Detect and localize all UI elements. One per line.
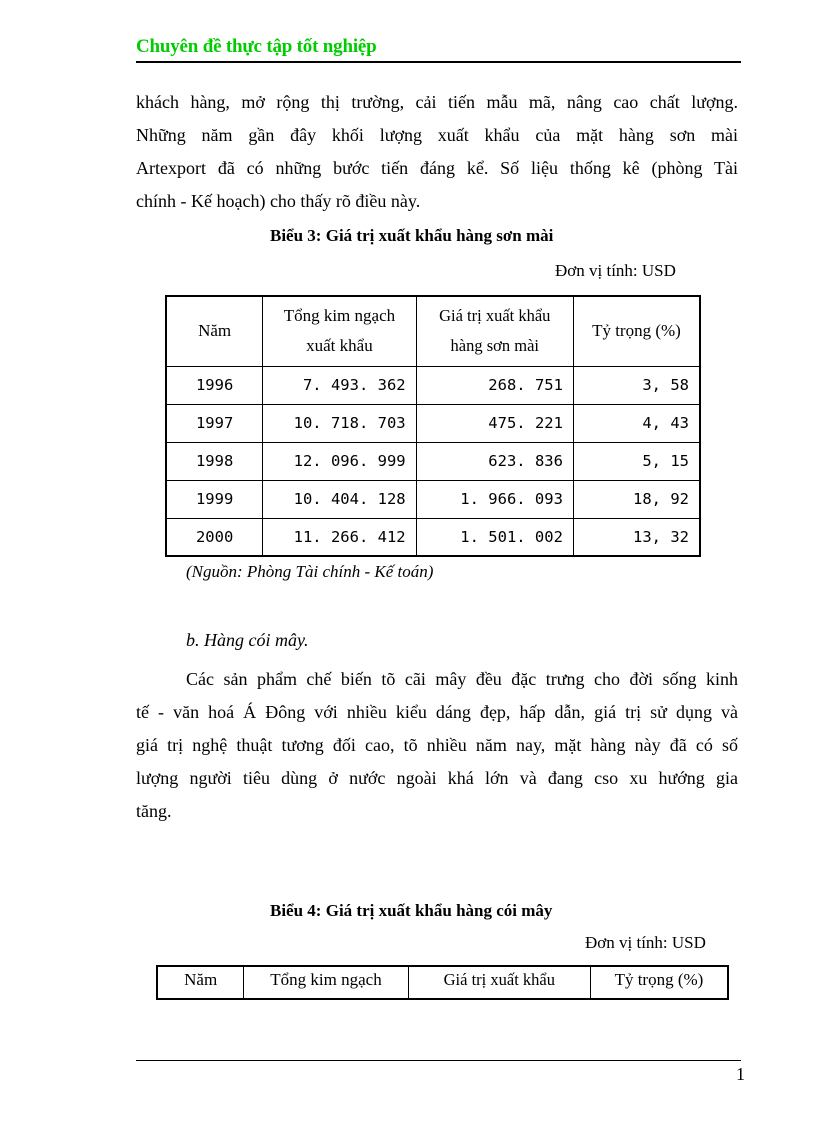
table3	[165, 295, 701, 557]
cell-year: 1997	[166, 404, 263, 442]
table4	[156, 965, 729, 1000]
table-row	[166, 366, 700, 404]
paragraph-line: lượng người tiêu dùng ở nước ngoài khá lớn và đang cso xu hướng gia	[136, 768, 738, 788]
header-total-export: Tổng kim ngạch xuất khẩu	[263, 296, 416, 366]
header-rattan-export: Giá trị xuất khẩu	[408, 966, 590, 999]
paragraph-line: chính - Kế hoạch) cho thấy rõ điều này.	[136, 191, 421, 211]
table4-unit: Đơn vị tính: USD	[585, 933, 706, 952]
cell-value: 1. 501. 002	[416, 518, 573, 556]
table3-source-note: (Nguồn: Phòng Tài chính - Kế toán)	[186, 562, 434, 581]
paragraph-line: khách hàng, mở rộng thị trường, cải tiến mẫu mã, nâng cao chất lượng.	[136, 92, 738, 112]
page-header-title: Chuyên đề thực tập tốt nghiệp	[136, 36, 377, 57]
table3-caption: Biểu 3: Giá trị xuất khẩu hàng sơn mài	[270, 226, 554, 245]
header-total-export: Tổng kim ngạch	[244, 966, 408, 999]
table4-header-row	[157, 966, 728, 999]
cell-share: 4, 43	[573, 404, 700, 442]
cell-total: 10. 718. 703	[263, 404, 416, 442]
header-year: Năm	[166, 296, 263, 366]
cell-total: 12. 096. 999	[263, 442, 416, 480]
header-year: Năm	[157, 966, 244, 999]
table-row	[166, 442, 700, 480]
cell-total: 11. 266. 412	[263, 518, 416, 556]
table3-unit: Đơn vị tính: USD	[555, 261, 676, 280]
cell-year: 1998	[166, 442, 263, 480]
table-row	[166, 518, 700, 556]
paragraph-line: Artexport đã có những bước tiến đáng kể. Số liệu thống kê (phòng Tài	[136, 158, 738, 178]
header-lacquer-export: Giá trị xuất khẩu hàng sơn mài	[416, 296, 573, 366]
page-number: 1	[736, 1064, 745, 1084]
header-share: Tỷ trọng (%)	[590, 966, 728, 999]
cell-value: 1. 966. 093	[416, 480, 573, 518]
cell-share: 5, 15	[573, 442, 700, 480]
header-divider	[136, 61, 741, 63]
paragraph-line: Những năm gần đây khối lượng xuất khẩu của mặt hàng sơn mài	[136, 125, 738, 145]
table-row	[166, 404, 700, 442]
header-share: Tỷ trọng (%)	[573, 296, 700, 366]
cell-total: 7. 493. 362	[263, 366, 416, 404]
cell-share: 13, 32	[573, 518, 700, 556]
table-row	[166, 480, 700, 518]
section-b-paragraph	[136, 663, 738, 828]
paragraph-line: giá trị nghệ thuật tương đối cao, tõ nhiều năm nay, mặt hàng này đã có số	[136, 735, 738, 755]
cell-total: 10. 404. 128	[263, 480, 416, 518]
paragraph-line: Các sản phẩm chế biến tõ cãi mây đều đặc trưng cho đời sống kinh	[186, 669, 738, 689]
paragraph-line: tế - văn hoá Á Đông với nhiều kiểu dáng đẹp, hấp dẫn, giá trị sử dụng và	[136, 702, 738, 722]
cell-share: 18, 92	[573, 480, 700, 518]
cell-value: 268. 751	[416, 366, 573, 404]
paragraph-line: tăng.	[136, 801, 172, 821]
cell-share: 3, 58	[573, 366, 700, 404]
cell-year: 1996	[166, 366, 263, 404]
footer-divider	[136, 1060, 741, 1061]
cell-value: 623. 836	[416, 442, 573, 480]
cell-value: 475. 221	[416, 404, 573, 442]
cell-year: 2000	[166, 518, 263, 556]
table4-caption: Biểu 4: Giá trị xuất khẩu hàng cói mây	[270, 901, 553, 920]
cell-year: 1999	[166, 480, 263, 518]
section-b-heading: b. Hàng cói mây.	[186, 630, 309, 650]
intro-paragraph	[136, 86, 738, 218]
table3-header-row	[166, 296, 700, 366]
